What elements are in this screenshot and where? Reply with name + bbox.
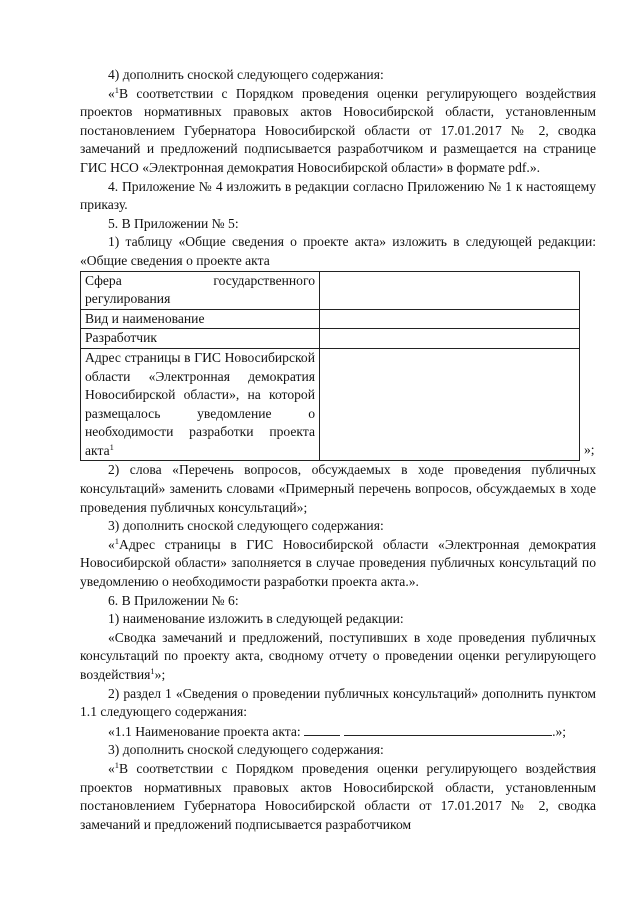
table-cell-label — [81, 348, 320, 461]
table-row — [81, 271, 580, 309]
table-wrapper — [80, 271, 596, 462]
paragraph-item-2: 2) слова «Перечень вопросов, обсуждаемых в ходе проведения публичных консультаций» заменить словами «Примерный перечень вопросов, обсуждаемых в ходе проведения публичных консультаций»; — [80, 462, 596, 515]
footnote-marker: 1 — [109, 441, 114, 452]
paragraph-point-4: 4. Приложение № 4 изложить в редакции согласно Приложению № 1 к настоящему приказу. — [80, 178, 596, 213]
table-cell-value — [320, 309, 580, 329]
quote-open: « — [108, 760, 115, 776]
paragraph-item-1: 1) наименование изложить в следующей редакции: — [108, 611, 404, 627]
quote-text: «1.1 Наименование проекта акта: — [108, 723, 305, 739]
quote-open: « — [108, 85, 115, 101]
footnote-marker: 1 — [150, 666, 155, 676]
paragraph-item-3b: 3) дополнить сноской следующего содержания: — [108, 742, 384, 758]
general-info-table — [80, 271, 580, 462]
footnote-marker: 1 — [114, 759, 120, 770]
table-row — [81, 329, 580, 349]
quote-text: «Сводка замечаний и предложений, поступивших в ходе проведения публичных консультаций по проекту акта, сводному отчету о проведении оценки регулирующего воздействия — [80, 629, 596, 682]
table-row — [81, 309, 580, 329]
blank-line-long — [344, 722, 552, 736]
table-cell-value — [320, 271, 580, 309]
footnote-quote-2 — [80, 536, 596, 592]
table-cell-label: Сфера государственного регулирования — [81, 271, 320, 309]
cell-text: Адрес страницы в ГИС Новосибирской области «Электронная демократия Новосибирской области», на которой размещалось уведомление о необходимости разработки проекта акта — [85, 349, 315, 458]
table-cell-label: Разработчик — [81, 329, 320, 349]
paragraph-item-3: 3) дополнить сноской следующего содержания: — [108, 518, 384, 534]
quote-open: « — [108, 536, 115, 552]
paragraph-item-4: 4) дополнить сноской следующего содержания: — [108, 67, 384, 82]
footnote-text: Адрес страницы в ГИС Новосибирской области «Электронная демократия Новосибирской области» заполняется в случае проведения публичных консультаций по уведомлению о необходимости разработки проекта акта.». — [80, 536, 596, 590]
quote-end: »; — [154, 667, 166, 682]
table-closing-quote: »; — [584, 441, 595, 457]
table-row — [81, 348, 580, 461]
paragraph-title-quote — [80, 629, 596, 685]
table-cell-label: Вид и наименование — [81, 309, 320, 329]
paragraph-item-1-1 — [80, 722, 596, 742]
blank-line-short — [304, 722, 340, 736]
paragraph-point-6: 6. В Приложении № 6: — [108, 592, 239, 608]
document-page — [80, 66, 596, 834]
table-cell-value — [320, 329, 580, 349]
paragraph-point-5: 5. В Приложении № 5: — [108, 215, 239, 231]
paragraph-item-2b: 2) раздел 1 «Сведения о проведении публичных консультаций» дополнить пунктом 1.1 следующего содержания: — [80, 685, 596, 720]
footnote-quote-3 — [80, 760, 596, 834]
footnote-text: В соответствии с Порядком проведения оценки регулирующего воздействия проектов нормативных правовых актов Новосибирской области, установленным постановлением Губернатора Новосибирской области от 17.01.2017 № 2, сводка замечаний и предложений подписывается разработчиком — [80, 760, 596, 832]
footnote-text: В соответствии с Порядком проведения оценки регулирующего воздействия проектов нормативных правовых актов Новосибирской области, установленным постановлением Губернатора Новосибирской области от 17.01.2017 № 2, сводка замечаний и предложений подписывается разработчиком и размещается на странице ГИС НСО «Электронная демократия Новосибирской области» в формате pdf.». — [80, 85, 596, 175]
quote-end: .»; — [552, 723, 567, 739]
footnote-quote-1 — [80, 85, 596, 178]
paragraph-table-intro: 1) таблицу «Общие сведения о проекте акта» изложить в следующей редакции: «Общие сведения о проекте акта — [80, 234, 596, 268]
footnote-marker: 1 — [114, 84, 120, 95]
table-cell-value — [320, 348, 580, 461]
footnote-marker: 1 — [114, 535, 120, 546]
